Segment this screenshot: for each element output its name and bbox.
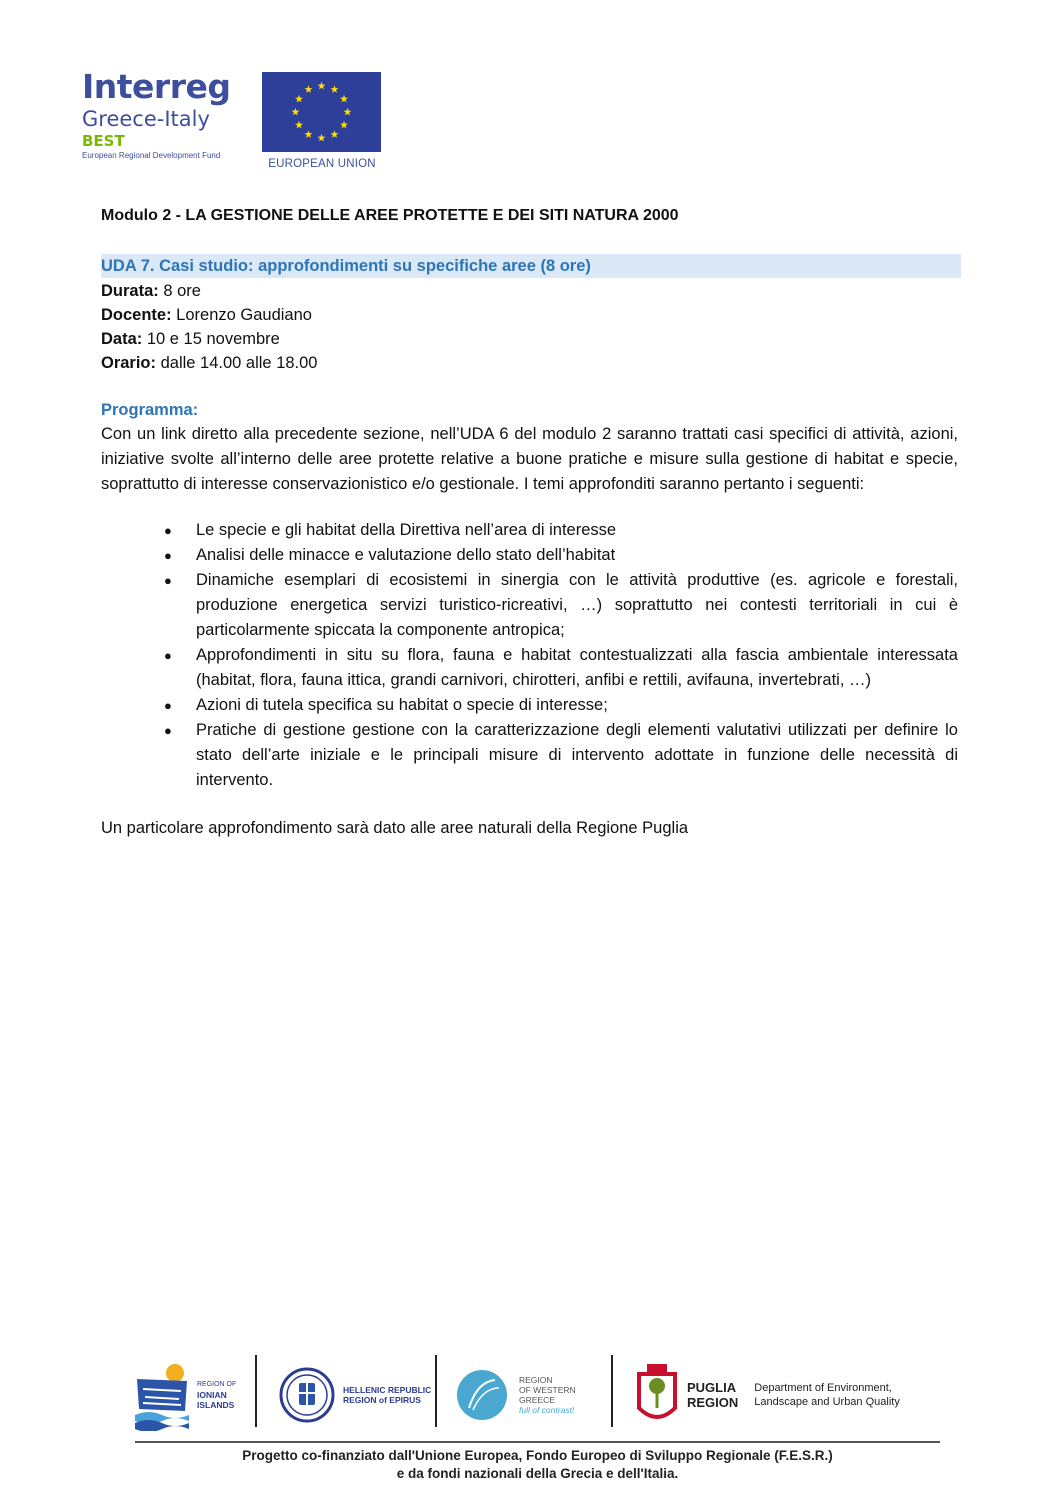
list-item-text: Azioni di tutela specifica su habitat o specie di interesse; (196, 696, 608, 714)
info-value: dalle 14.00 alle 18.00 (156, 354, 318, 372)
footer-divider (135, 1441, 940, 1443)
list-item (160, 543, 958, 568)
puglia-label-1: PUGLIA (687, 1380, 737, 1395)
eu-star-icon (318, 82, 326, 90)
wg-slogan: full of contrast! (519, 1405, 575, 1415)
course-info (101, 279, 317, 375)
ionian-emblem-icon (135, 1359, 189, 1431)
eu-star-icon (340, 121, 348, 129)
eu-star-icon (295, 121, 303, 129)
eu-star-icon (305, 130, 313, 138)
eu-star-icon (318, 134, 326, 142)
fund-name: European Regional Development Fund (82, 151, 221, 160)
logo-divider (255, 1355, 257, 1427)
puglia-dept-1: Department of Environment, (754, 1382, 892, 1394)
info-value: Lorenzo Gaudiano (171, 306, 312, 324)
list-item (160, 568, 958, 643)
interreg-logo (82, 67, 257, 162)
topic-list (160, 518, 958, 793)
epirus-label-1: HELLENIC REPUBLIC (343, 1385, 432, 1395)
uda-title: UDA 7. Casi studio: approfondimenti su specifiche aree (8 ore) (101, 257, 591, 275)
interreg-wordmark: Interreg (82, 67, 231, 106)
ionian-label-2: IONIAN (197, 1390, 227, 1400)
eu-logo (262, 72, 382, 170)
info-date (101, 327, 317, 351)
info-duration (101, 279, 317, 303)
cofinance-line-2: e da fondi nazionali della Grecia e dell'Italia. (396, 1466, 679, 1481)
wg-label-3: GREECE (519, 1395, 555, 1405)
bullet-icon: ● (164, 573, 172, 588)
ionian-label-3: ISLANDS (197, 1400, 235, 1410)
project-acronym: BEST (82, 132, 125, 150)
programma-heading: Programma: (101, 401, 199, 419)
hellenic-emblem-icon (277, 1367, 337, 1423)
module-title: Modulo 2 - LA GESTIONE DELLE AREE PROTETTE E DEI SITI NATURA 2000 (101, 207, 679, 224)
info-label: Data: (101, 330, 143, 348)
list-item (160, 693, 958, 718)
info-label: Docente: (101, 306, 172, 324)
list-item (160, 643, 958, 693)
cofinance-notice (135, 1447, 940, 1483)
bullet-icon: ● (164, 723, 172, 738)
bullet-icon: ● (164, 698, 172, 713)
bullet-icon: ● (164, 548, 172, 563)
list-item-text: Le specie e gli habitat della Direttiva nell’area di interesse (196, 521, 617, 539)
logo-divider (435, 1355, 437, 1427)
list-item-text: Pratiche di gestione gestione con la caratterizzazione degli elementi valutativi utilizzati per definire lo stato dell’arte iniziale e le principali misure di intervento adottate in funzione delle necessità di intervento. (196, 721, 958, 789)
puglia-label-2: REGION (687, 1395, 739, 1410)
eu-star-icon (295, 95, 303, 103)
eu-star-icon (292, 108, 300, 116)
eu-caption: EUROPEAN UNION (268, 158, 376, 170)
info-label: Durata: (101, 282, 159, 300)
info-value: 8 ore (158, 282, 201, 300)
bullet-icon: ● (164, 648, 172, 663)
wg-label-1: REGION (519, 1375, 553, 1385)
ionian-islands-logo (135, 1355, 255, 1435)
uda-title-bar (101, 254, 961, 278)
info-time (101, 351, 317, 375)
list-item-text: Approfondimenti in situ su flora, fauna e habitat contestualizzati alla fascia ambientale interessata (habitat, flora, fauna ittica, grandi carnivori, chirotteri, anfibi e rettili, avifauna, invertebrati, …) (196, 646, 958, 689)
cofinance-line-1: Progetto co-finanziato dall'Unione Europea, Fondo Europeo di Sviluppo Regionale (F.E.S.R.) (242, 1448, 833, 1463)
interreg-program-name: Greece-Italy (82, 107, 210, 131)
eu-star-icon (331, 130, 339, 138)
logo-divider (611, 1355, 613, 1427)
bullet-icon: ● (164, 523, 172, 538)
list-item-text: Analisi delle minacce e valutazione dello stato dell’habitat (196, 546, 616, 564)
eu-star-icon (344, 108, 352, 116)
western-greece-logo (455, 1355, 605, 1435)
puglia-coat-of-arms-icon (635, 1362, 679, 1428)
closing-note: Un particolare approfondimento sarà dato alle aree naturali della Regione Puglia (101, 819, 689, 837)
list-item (160, 518, 958, 543)
wg-label-2: OF WESTERN (519, 1385, 576, 1395)
eu-star-icon (340, 95, 348, 103)
info-value: 10 e 15 novembre (142, 330, 280, 348)
ionian-label-1: REGION OF (197, 1381, 237, 1388)
list-item-text: Dinamiche esemplari di ecosistemi in sinergia con le attività produttive (es. agricole e forestali, produzione energetica servizi turistico-ricreativi, …) soprattutto nei contesti territoriali in cui è particolarmente spiccata la componente antropica; (196, 571, 958, 639)
western-greece-emblem-icon (455, 1368, 509, 1422)
eu-flag-icon (262, 72, 381, 152)
epirus-label-2: REGION of EPIRUS (343, 1395, 421, 1405)
info-teacher (101, 303, 317, 327)
epirus-logo (277, 1355, 437, 1435)
puglia-dept-2: Landscape and Urban Quality (754, 1396, 900, 1408)
list-item (160, 718, 958, 793)
puglia-logo (635, 1355, 940, 1435)
program-intro: Con un link diretto alla precedente sezione, nell’UDA 6 del modulo 2 saranno trattati casi specifici di attività, azioni, iniziative svolte all’interno delle aree protette relative a buone pratiche e misure sulla gestione di habitat e specie, soprattutto di interesse conservazionistico e/o gestionale. I temi approfonditi saranno pertanto i seguenti: (101, 425, 958, 493)
eu-star-icon (305, 85, 313, 93)
eu-star-icon (331, 85, 339, 93)
info-label: Orario: (101, 354, 157, 372)
partner-logos (135, 1355, 940, 1435)
